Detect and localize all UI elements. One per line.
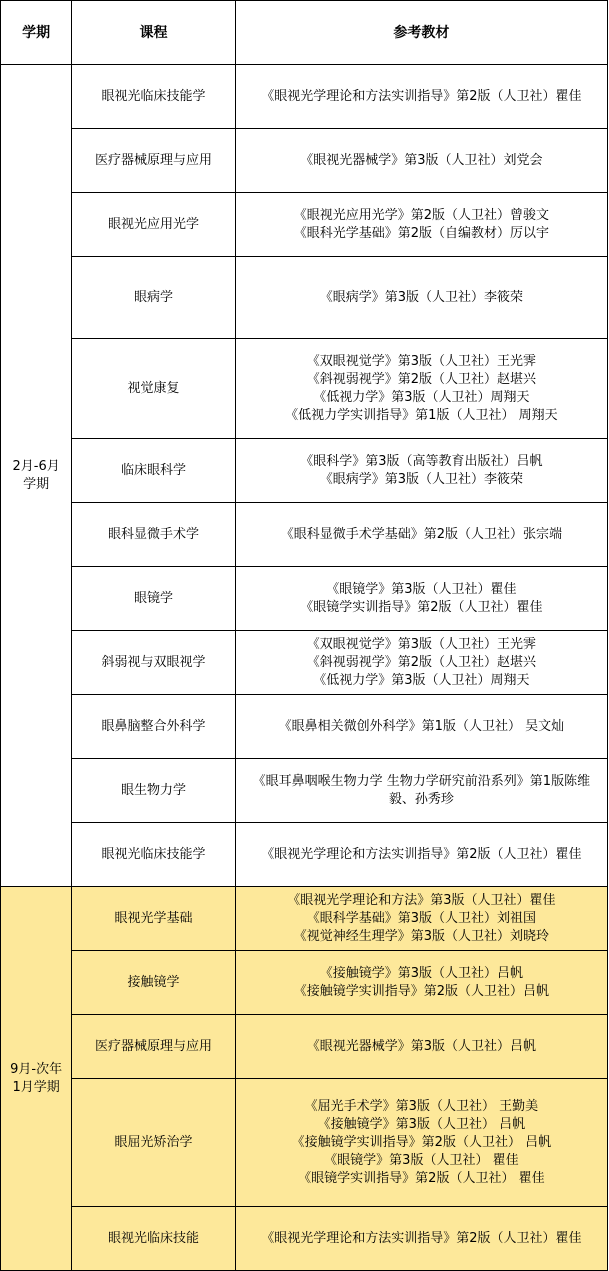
textbook-entry: 《屈光手术学》第3版（人卫社） 王勤美	[304, 1098, 539, 1114]
table-row	[1, 1079, 608, 1207]
semester-cell: 9月-次年 1月学期	[1, 887, 72, 1271]
table-row	[1, 887, 608, 951]
textbook-cell	[235, 503, 607, 567]
textbook-cell	[235, 1079, 607, 1207]
table-row	[1, 823, 608, 887]
textbook-cell	[235, 695, 607, 759]
course-cell: 视觉康复	[72, 339, 236, 439]
textbook-entry: 《眼视光学理论和方法实训指导》第2版（人卫社）瞿佳	[261, 1230, 582, 1246]
course-cell: 接触镜学	[72, 951, 236, 1015]
textbook-entry: 《眼镜学》第3版（人卫社）瞿佳	[326, 581, 517, 597]
course-cell: 眼视光临床技能	[72, 1207, 236, 1271]
table-row	[1, 503, 608, 567]
textbook-cell	[235, 823, 607, 887]
textbook-entry: 《眼病学》第3版（人卫社）李筱荣	[319, 289, 524, 305]
textbook-entry: 《眼镜学》第3版（人卫社） 瞿佳	[324, 1152, 519, 1168]
course-cell: 眼科显微手术学	[72, 503, 236, 567]
textbook-cell	[235, 887, 607, 951]
textbook-entry: 《斜视弱视学》第2版（人卫社）赵堪兴	[306, 371, 537, 387]
textbook-cell	[235, 759, 607, 823]
course-cell: 临床眼科学	[72, 439, 236, 503]
table-row	[1, 65, 608, 129]
semester-cell: 2月-6月 学期	[1, 65, 72, 887]
textbook-entry: 《眼科学》第3版（高等教育出版社）吕帆	[300, 453, 543, 469]
textbook-entry: 《眼镜学实训指导》第2版（人卫社）瞿佳	[300, 599, 543, 615]
textbook-entry: 《接触镜学实训指导》第2版（人卫社）吕帆	[293, 983, 550, 999]
course-cell: 眼视光临床技能学	[72, 823, 236, 887]
table-row	[1, 129, 608, 193]
textbook-entry: 《眼视光学理论和方法》第3版（人卫社）瞿佳	[287, 892, 556, 908]
textbook-entry: 《眼视光学理论和方法实训指导》第2版（人卫社）瞿佳	[261, 88, 582, 104]
table-row	[1, 695, 608, 759]
course-cell: 眼镜学	[72, 567, 236, 631]
textbook-entry: 《眼科光学基础》第2版（自编教材）厉以宇	[293, 225, 550, 241]
textbook-entry: 《眼视光器械学》第3版（人卫社）刘党会	[300, 152, 543, 168]
textbook-entry: 《眼科显微手术学基础》第2版（人卫社）张宗端	[280, 526, 563, 542]
course-cell: 眼视光应用光学	[72, 193, 236, 257]
course-cell: 眼病学	[72, 257, 236, 339]
course-cell: 眼鼻脑整合外科学	[72, 695, 236, 759]
textbook-entry: 《斜视弱视学》第2版（人卫社）赵堪兴	[306, 654, 537, 670]
table-body	[1, 65, 608, 1271]
course-cell: 眼视光临床技能学	[72, 65, 236, 129]
header-course: 课程	[72, 1, 236, 65]
textbook-entry: 《眼视光学理论和方法实训指导》第2版（人卫社）瞿佳	[261, 846, 582, 862]
textbook-entry: 《接触镜学》第3版（人卫社） 吕帆	[317, 1116, 526, 1132]
textbook-cell	[235, 193, 607, 257]
textbook-entry: 《眼视光应用光学》第2版（人卫社）曾骏文	[293, 207, 550, 223]
textbook-cell	[235, 339, 607, 439]
textbook-cell	[235, 129, 607, 193]
header-semester: 学期	[1, 1, 72, 65]
textbook-entry: 《低视力学》第3版（人卫社）周翔天	[313, 672, 530, 688]
textbook-entry: 《眼耳鼻咽喉生物力学 生物力学研究前沿系列》第1版陈维毅、孙秀珍	[252, 773, 591, 807]
textbook-cell	[235, 257, 607, 339]
table-row	[1, 1207, 608, 1271]
textbook-entry: 《接触镜学》第3版（人卫社）吕帆	[319, 965, 524, 981]
textbook-cell	[235, 65, 607, 129]
table-row	[1, 339, 608, 439]
textbook-entry: 《双眼视觉学》第3版（人卫社）王光霁	[306, 636, 537, 652]
textbook-cell	[235, 631, 607, 695]
textbook-cell	[235, 1207, 607, 1271]
table-row	[1, 631, 608, 695]
textbook-entry: 《眼鼻相关微创外科学》第1版（人卫社） 吴文灿	[278, 718, 565, 734]
course-cell: 眼生物力学	[72, 759, 236, 823]
textbook-entry: 《眼科学基础》第3版（人卫社）刘祖国	[306, 910, 537, 926]
textbook-entry: 《眼视光器械学》第3版（人卫社）吕帆	[306, 1038, 537, 1054]
course-cell: 斜弱视与双眼视学	[72, 631, 236, 695]
header-textbook: 参考教材	[235, 1, 607, 65]
textbook-cell	[235, 567, 607, 631]
textbook-cell	[235, 439, 607, 503]
table-row	[1, 567, 608, 631]
textbook-entry: 《低视力学实训指导》第1版（人卫社） 周翔天	[285, 407, 558, 423]
course-cell: 医疗器械原理与应用	[72, 1015, 236, 1079]
course-cell: 眼视光学基础	[72, 887, 236, 951]
table-row	[1, 1015, 608, 1079]
textbook-entry: 《低视力学》第3版（人卫社）周翔天	[313, 389, 530, 405]
textbook-entry: 《视觉神经生理学》第3版（人卫社）刘晓玲	[293, 928, 550, 944]
textbook-entry: 《双眼视觉学》第3版（人卫社）王光霁	[306, 353, 537, 369]
table-row	[1, 759, 608, 823]
textbook-entry: 《眼镜学实训指导》第2版（人卫社） 瞿佳	[298, 1170, 545, 1186]
header-row	[1, 1, 608, 65]
textbook-entry: 《眼病学》第3版（人卫社）李筱荣	[319, 471, 524, 487]
course-cell: 眼屈光矫治学	[72, 1079, 236, 1207]
textbook-cell	[235, 951, 607, 1015]
course-cell: 医疗器械原理与应用	[72, 129, 236, 193]
textbook-entry: 《接触镜学实训指导》第2版（人卫社） 吕帆	[291, 1134, 552, 1150]
table-row	[1, 257, 608, 339]
textbook-cell	[235, 1015, 607, 1079]
table-row	[1, 439, 608, 503]
table-row	[1, 193, 608, 257]
table-row	[1, 951, 608, 1015]
